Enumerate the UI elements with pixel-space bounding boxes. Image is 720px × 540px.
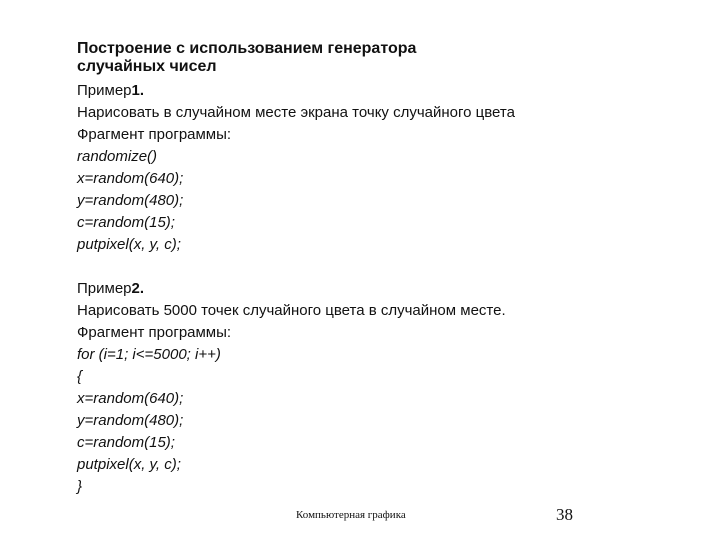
slide-title-line-1: Построение с использованием генератора — [77, 40, 417, 57]
example-2-fragment-label: Фрагмент программы: — [77, 324, 232, 341]
example-2-number: 2. — [131, 280, 145, 297]
slide-title-line-2: случайных чисел — [77, 58, 217, 75]
code-line: randomize() — [77, 148, 158, 165]
example-2-task: Нарисовать 5000 точек случайного цвета в случайном месте. — [77, 302, 506, 319]
code-line: putpixel(x, y, c); — [77, 456, 181, 473]
code-line: x=random(640); — [77, 390, 184, 407]
example-1-number: 1. — [131, 82, 145, 99]
code-line: } — [77, 478, 83, 495]
example-2-label: Пример — [77, 280, 132, 297]
code-line: y=random(480); — [77, 412, 184, 429]
footer-course-name: Компьютерная графика — [296, 509, 406, 521]
spacer — [77, 256, 677, 278]
code-line: c=random(15); — [77, 434, 175, 451]
code-line: { — [77, 368, 83, 385]
slide-title — [77, 40, 677, 76]
code-line: x=random(640); — [77, 170, 184, 187]
code-line: for (i=1; i<=5000; i++) — [77, 346, 221, 363]
example-1-label: Пример — [77, 82, 132, 99]
example-2-heading — [77, 278, 677, 300]
example-1-heading — [77, 80, 677, 102]
example-2-code — [77, 344, 677, 498]
example-1 — [77, 80, 677, 256]
page-number: 38 — [556, 505, 573, 524]
example-2 — [77, 278, 677, 498]
example-1-fragment-label: Фрагмент программы: — [77, 126, 232, 143]
code-line: y=random(480); — [77, 192, 184, 209]
code-line: putpixel(x, y, c); — [77, 236, 181, 253]
example-1-task: Нарисовать в случайном месте экрана точку случайного цвета — [77, 104, 515, 121]
example-1-code — [77, 146, 677, 256]
code-line: c=random(15); — [77, 214, 175, 231]
slide-content — [77, 40, 677, 498]
